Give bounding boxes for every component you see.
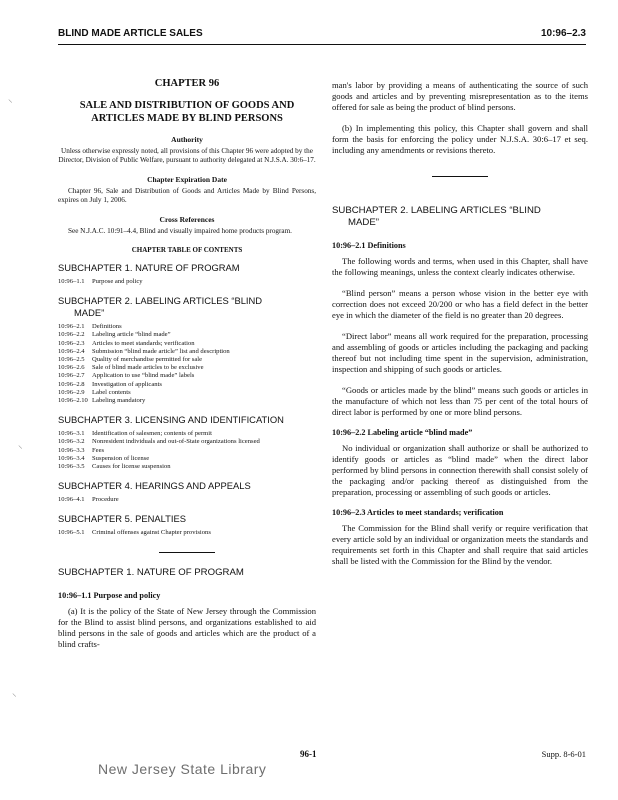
- toc-entry-number: 10:96–3.1: [58, 430, 85, 438]
- toc-entry-number: 10:96–2.6: [58, 364, 85, 372]
- toc-entry-title: Investigation of applicants: [92, 380, 162, 388]
- toc-entry: [58, 389, 316, 397]
- toc-entry-number: 10:96–2.4: [58, 347, 85, 355]
- scan-mark: ⸜: [18, 440, 23, 450]
- toc-entry-number: 10:96–2.10: [58, 397, 88, 405]
- toc-entry-number: 10:96–4.1: [58, 496, 85, 504]
- toc-subchapter-group: [58, 262, 316, 286]
- toc-entry: [58, 496, 316, 504]
- toc-entry-number: 10:96–3.4: [58, 454, 85, 462]
- left-column: [58, 78, 316, 660]
- subchapter-2-title-line-1: SUBCHAPTER 2. LABELING ARTICLES “BLIND: [332, 205, 541, 216]
- toc-subchapter-group: [58, 480, 316, 504]
- toc-subchapter-title: [58, 262, 316, 274]
- toc-entry: [58, 397, 316, 405]
- cross-references-heading: Cross References: [159, 215, 215, 224]
- toc-entry-number: 10:96–2.5: [58, 356, 85, 364]
- header-section-number: 10:96–2.3: [540, 28, 586, 39]
- toc-subchapter-group: [58, 295, 316, 405]
- section-10-96-1-1-heading: 10:96–1.1 Purpose and policy: [58, 590, 161, 600]
- purpose-paragraph-b: (b) In implementing this policy, this Chapter shall govern and shall form the basis for enforcing the policy under N.J.S.A. 30:6–17 et seq. including any amendments or revisions thereto.: [332, 123, 588, 155]
- definition-goods-made-by-blind: “Goods or articles made by the blind” means such goods or articles in the manufacture of which not less than 75 per cent of the total hours of direct labor is performed by one or more blind persons.: [332, 385, 588, 417]
- toc-entry: [58, 278, 316, 286]
- subchapter-1-title: SUBCHAPTER 1. NATURE OF PROGRAM: [58, 566, 244, 578]
- toc-entry-title: Articles to meet standards; verification: [92, 339, 195, 347]
- toc-entry-title: Submission “blind made article” list and description: [92, 347, 230, 355]
- toc-entry-title: Sale of blind made articles to be exclusive: [92, 364, 204, 372]
- toc-entry-title: Quality of merchandise permitted for sale: [92, 356, 203, 364]
- supplement-date: Supp. 8-6-01: [541, 749, 586, 759]
- toc-entry-title: Labeling mandatory: [92, 397, 146, 405]
- toc-subchapter-title-text: SUBCHAPTER 2. LABELING ARTICLES “BLIND: [58, 295, 263, 307]
- scan-mark: ⸜: [8, 94, 13, 104]
- toc-entry: [58, 331, 316, 339]
- toc-entry-number: 10:96–5.1: [58, 529, 85, 537]
- toc-subchapter-title-text: SUBCHAPTER 3. LICENSING AND IDENTIFICATION: [58, 414, 284, 426]
- toc-entry: [58, 381, 316, 389]
- articles-meet-standards-text: The Commission for the Blind shall verify or require verification that every article sold by an individual or organization meets the standards and requirements set forth in this Chapter and shall require that said articles shall be listed with the Commission for the Blind by the vendor.: [332, 523, 588, 566]
- purpose-paragraph-a: (a) It is the policy of the State of New Jersey through the Commission for the Blind to assist blind persons, and organizations established to aid blind persons in the sale of goods and articles which are the product of a blind crafts-: [58, 605, 316, 649]
- library-watermark: New Jersey State Library: [98, 761, 267, 777]
- header-title: BLIND MADE ARTICLE SALES: [58, 28, 203, 39]
- section-10-96-2-3-heading: 10:96–2.3 Articles to meet standards; verification: [332, 508, 504, 517]
- running-header: [58, 28, 586, 42]
- toc-entry: [58, 447, 316, 455]
- toc-subchapter-title: [58, 295, 316, 319]
- chapter-number: CHAPTER 96: [154, 78, 220, 89]
- toc-entry-number: 10:96–3.3: [58, 446, 85, 454]
- toc-entry-title: Fees: [92, 446, 105, 454]
- header-rule: [58, 44, 586, 45]
- toc-entry: [58, 463, 316, 471]
- toc-entry-number: 10:96–3.5: [58, 463, 85, 471]
- table-of-contents: [58, 262, 316, 538]
- chapter-title: [58, 99, 316, 125]
- toc-subchapter-title-text: SUBCHAPTER 1. NATURE OF PROGRAM: [58, 262, 240, 273]
- toc-entry-number: 10:96–1.1: [58, 278, 85, 285]
- authority-heading: Authority: [171, 135, 203, 144]
- purpose-paragraph-a-continued: man's labor by providing a means of authenticating the source of such goods and articles and by preventing misrepresentation as to the items offered for sale as being the product of blind persons.: [332, 80, 588, 112]
- toc-entry: [58, 348, 316, 356]
- toc-subchapter-title: [58, 513, 316, 525]
- toc-subchapter-title-text: SUBCHAPTER 5. PENALTIES: [58, 513, 186, 525]
- toc-entry: [58, 372, 316, 380]
- table-of-contents-heading: CHAPTER TABLE OF CONTENTS: [131, 246, 243, 254]
- toc-entry-title: Label contents: [92, 388, 131, 396]
- toc-subchapter-title: [58, 414, 316, 426]
- toc-entry-title: Nonresident individuals and out-of-State organizations licensed: [92, 438, 260, 446]
- toc-entry-title: Criminal offenses against Chapter provisions: [92, 529, 211, 537]
- scan-mark: ⸜: [12, 688, 17, 698]
- authority-text: Unless otherwise expressly noted, all provisions of this Chapter 96 were adopted by the Director, Division of Public Welfare, pursuant to authority delegated at N.J.S.A. 30:6–17.: [58, 147, 316, 164]
- toc-entry: [58, 340, 316, 348]
- toc-entry: [58, 438, 316, 446]
- toc-entry-number: 10:96–2.8: [58, 380, 85, 388]
- toc-entry-number: 10:96–3.2: [58, 438, 85, 446]
- cross-references-text: See N.J.A.C. 10:91–4.4, Blind and visually impaired home products program.: [68, 227, 292, 235]
- toc-entry-title: Definitions: [92, 323, 122, 331]
- chapter-title-line-2: ARTICLES MADE BY BLIND PERSONS: [91, 113, 283, 124]
- toc-entry-title: Causes for license suspension: [92, 463, 171, 471]
- section-10-96-2-1-heading: 10:96–2.1 Definitions: [332, 241, 406, 250]
- definition-blind-person: “Blind person” means a person whose vision in the better eye with correction does not exceed 20/200 or who has a field defect in the better eye in which the diameter of the field is no greater than 20 degrees.: [332, 288, 588, 320]
- toc-entry: [58, 356, 316, 364]
- section-10-96-2-2-heading: 10:96–2.2 Labeling article “blind made”: [332, 428, 473, 437]
- toc-entry: [58, 455, 316, 463]
- section-divider: [159, 552, 215, 553]
- toc-entry-title: Suspension of license: [92, 454, 150, 462]
- toc-entry-title: Labeling article “blind made”: [92, 331, 171, 339]
- toc-entry-number: 10:96–2.9: [58, 388, 85, 396]
- toc-entry-title: Purpose and policy: [92, 278, 143, 285]
- definitions-intro: The following words and terms, when used in this Chapter, shall have the following meanings, unless the context clearly indicates otherwise.: [332, 256, 588, 277]
- page-number: 96-1: [300, 749, 317, 759]
- definition-direct-labor: “Direct labor” means all work required for the preparation, processing and assembling of goods or articles including the packaging and packing thereof but not including time spent in the supervision, administration, inspection and shipping of such goods or articles.: [332, 331, 588, 374]
- subchapter-2-title-line-2: MADE”: [348, 217, 379, 228]
- toc-entry-title: Application to use “blind made” labels: [92, 372, 195, 380]
- toc-entry-title: Procedure: [92, 496, 119, 504]
- right-column: [332, 80, 588, 577]
- toc-entry-number: 10:96–2.3: [58, 339, 85, 347]
- toc-entry: [58, 430, 316, 438]
- toc-entry-number: 10:96–2.1: [58, 323, 85, 331]
- toc-entry-title: Identification of salesmen; contents of permit: [92, 430, 212, 438]
- toc-subchapter-title: [58, 480, 316, 492]
- toc-entry: [58, 323, 316, 331]
- toc-entry-number: 10:96–2.7: [58, 372, 85, 380]
- toc-subchapter-group: [58, 414, 316, 471]
- toc-entry: [58, 529, 316, 537]
- labeling-blind-made-text: No individual or organization shall authorize or shall be authorized to identify goods or articles as “blind made” when the direct labor performed by blind persons in connection therewith shall consist solely of the packaging and/or packing thereof as distinguished from the preparation, processing or assembling of such goods or articles.: [332, 443, 588, 497]
- expiration-text: Chapter 96, Sale and Distribution of Goods and Articles Made by Blind Persons, expires on July 1, 2006.: [58, 187, 316, 204]
- toc-entry-number: 10:96–2.2: [58, 331, 85, 339]
- subchapter-2-title: [332, 205, 588, 229]
- chapter-title-line-1: SALE AND DISTRIBUTION OF GOODS AND: [79, 100, 295, 111]
- toc-entry: [58, 364, 316, 372]
- expiration-heading: Chapter Expiration Date: [147, 175, 227, 184]
- toc-subchapter-title-continued: MADE”: [74, 307, 105, 319]
- toc-subchapter-title-text: SUBCHAPTER 4. HEARINGS AND APPEALS: [58, 480, 251, 492]
- section-divider: [432, 176, 488, 177]
- toc-subchapter-group: [58, 513, 316, 537]
